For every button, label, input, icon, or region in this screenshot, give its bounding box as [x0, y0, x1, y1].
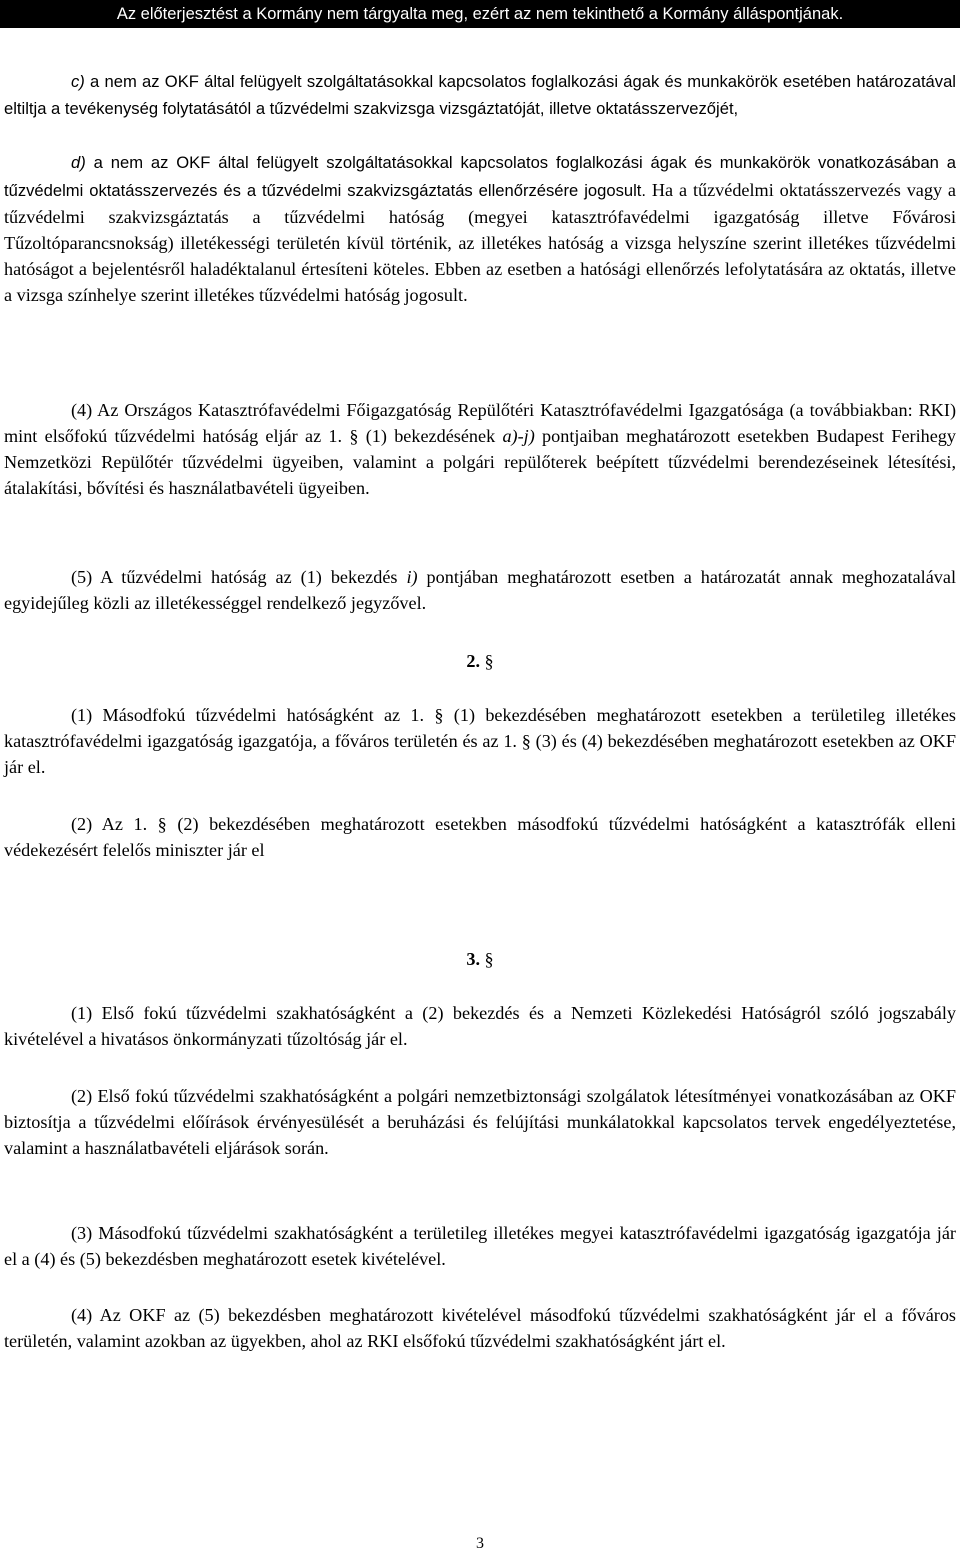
section-2-paragraph-1: (1) Másodfokú tűzvédelmi hatóságként az 1. § (1) bekezdésében meghatározott esetekben a területileg illetékes katasztrófavédelmi igazgatóság igazgatója, a főváros területén és az 1. § (3) és (4) bekezdésében meghatározott esetekben az OKF jár el. — [4, 705, 956, 777]
paragraph-5-italic: i) — [406, 567, 418, 587]
section-number: 3. — [466, 949, 480, 969]
paragraph-5-text-end: pontjában meghatározott esetben a határozatát annak meghozatalával egyidejűleg közli az illetékességgel rendelkező jegyzővel. — [4, 567, 956, 613]
disclaimer-banner: Az előterjesztést a Kormány nem tárgyalta meg, ezért az nem tekinthető a Kormány álláspontjának. — [0, 0, 960, 28]
paragraph-4 — [4, 397, 956, 501]
section-symbol: § — [484, 949, 494, 969]
section-symbol: § — [484, 651, 494, 671]
paragraph-d-continuation: Ha a tűzvédelmi oktatásszervezés vagy a tűzvédelmi szakvizsgáztatás a tűzvédelmi hatóság (megyei katasztrófavédelmi igazgatóság illetve Fővárosi Tűzoltóparancsnokság) illetékességi területén kívül történik, az illetékes hatóság a vizsga helyszíne szerint illetékes tűzvédelmi hatóságot a bejelentésről haladéktalanul értesíteni köteles. Ebben az esetben a hatósági ellenőrzés lefolytatására az oktatás, illetve a vizsga színhelye szerint illetékes tűzvédelmi hatóság jogosult. — [4, 179, 956, 305]
paragraph-5-text: (5) A tűzvédelmi hatóság az (1) bekezdés — [71, 567, 407, 587]
paragraph-c-text: a nem az OKF által felügyelt szolgáltatásokkal kapcsolatos foglalkozási ágak és munkakörök esetében határozatával eltiltja a tevékenység folytatásától a tűzvédelmi szakvizsga vizsgáztatóját, illetve oktatásszervezőjét, — [4, 72, 956, 118]
paragraph-d — [4, 149, 956, 308]
section-heading-2 — [4, 648, 956, 674]
paragraph-4-italic: a)-j) — [502, 426, 535, 446]
section-2-paragraph-2: (2) Az 1. § (2) bekezdésében meghatározott esetekben másodfokú tűzvédelmi hatóságként a katasztrófák elleni védekezésért felelős miniszter jár el — [4, 814, 956, 860]
item-label-c: c) — [71, 72, 85, 91]
section-heading-3 — [4, 946, 956, 972]
paragraph-4-text-end: pontjaiban meghatározott esetekben Budapest Ferihegy Nemzetközi Repülőtér tűzvédelmi ügyeiben, valamint a polgári repülőterek beépített tűzvédelmi berendezéseinek létesítési, átalakítási, bővítési és használatbavételi ügyeiben. — [4, 426, 956, 498]
section-3-paragraph-3: (3) Másodfokú tűzvédelmi szakhatóságként a területileg illetékes megyei katasztrófavédelmi igazgatóság igazgatója jár el a (4) és (5) bekezdésben meghatározott esetek kivételével. — [4, 1223, 956, 1269]
paragraph-c — [4, 69, 956, 122]
item-label-d: d) — [71, 153, 86, 172]
section-number: 2. — [466, 651, 480, 671]
section-3-paragraph-1: (1) Első fokú tűzvédelmi szakhatóságként a (2) bekezdés és a Nemzeti Közlekedési Hatóságról szóló jogszabály kivételével a hivatásos önkormányzati tűzoltóság jár el. — [4, 1003, 956, 1049]
paragraph-4-text: (4) Az Országos Katasztrófavédelmi Főigazgatóság Repülőtéri Katasztrófavédelmi Igazgatósága (a továbbiakban: RKI) mint elsőfokú tűzvédelmi hatóság eljár az 1. § (1) bekezdésének — [4, 400, 956, 446]
paragraph-d-text: a nem az OKF által felügyelt szolgáltatásokkal kapcsolatos foglalkozási ágak és munkakörök vonatkozásában a tűzvédelmi oktatásszervezés és a tűzvédelmi szakvizsgáztatás ellenőrzésére jogosult. — [4, 153, 956, 200]
paragraph-5 — [4, 564, 956, 616]
page-number: 3 — [476, 1535, 484, 1552]
section-3-paragraph-4: (4) Az OKF az (5) bekezdésben meghatározott kivételével másodfokú tűzvédelmi szakhatóságként jár el a főváros területén, valamint azokban az ügyekben, ahol az RKI elsőfokú tűzvédelmi szakhatóságként járt el. — [4, 1305, 956, 1351]
section-3-paragraph-2: (2) Első fokú tűzvédelmi szakhatóságként a polgári nemzetbiztonsági szolgálatok létesítményei vonatkozásában az OKF biztosítja a tűzvédelmi előírások érvényesülését a beruházási és felújítási munkálatokkal kapcsolatos tervek engedélyeztetése, valamint a használatbavételi eljárások során. — [4, 1086, 956, 1158]
